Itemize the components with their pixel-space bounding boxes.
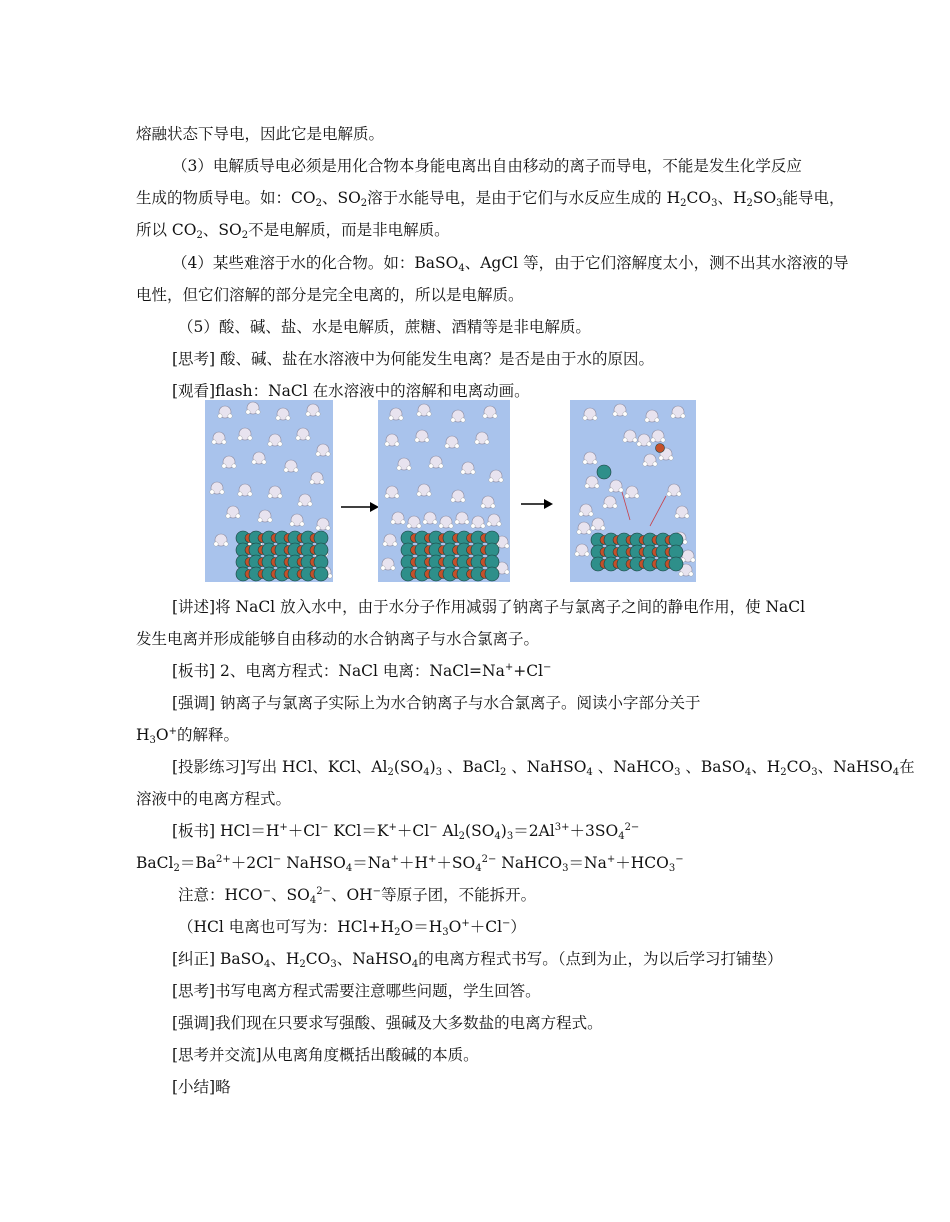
dissolution-panel-2 [378, 400, 510, 582]
lecture-line: [讲述]将 NaCl 放入水中，由于水分子作用减弱了钠离子与氯离子之间的静电作用，使 NaCl [172, 598, 806, 616]
correction-line: [纠正] BaSO$_4$、$H_2CO_3$、NaHSO$_4$的电离方程式书写。（点到为止，为以后学习打铺垫） [172, 950, 783, 970]
sodium-ion [656, 444, 665, 453]
paragraph-line: 生成的物质导电。如：$CO_2$、$SO_2$溶于水能导电，是由于它们与水反应生成的 $H_2CO_3$、$H_2SO_3$能导电， [136, 189, 845, 209]
paragraph-point-5: （5）酸、碱、盐、水是电解质，蔗糖、酒精等是非电解质。 [178, 318, 591, 336]
paragraph-line: 熔融状态下导电，因此它是电解质。 [136, 125, 385, 143]
chloride-ion [669, 557, 683, 571]
chloride-ion [314, 567, 328, 581]
think-line: [思考]书写电离方程式需要注意哪些问题，学生回答。 [172, 982, 541, 1000]
arrow-icon [520, 497, 554, 511]
think-line: [思考] 酸、碱、盐在水溶液中为何能发生电离？是否是由于水的原因。 [172, 350, 655, 368]
summary-line: [小结]略 [172, 1078, 231, 1096]
watch-line: [观看]flash：NaCl 在水溶液中的溶解和电离动画。 [172, 382, 530, 400]
exercise-line: [投影练习]写出 HCl、KCl、$Al_2(SO_4)_3$ 、BaCl$_2$ 、NaHSO$_4$ 、NaHCO$_3$ 、BaSO$_4$、$H_2CO_3$、NaHSO$_4$在 [172, 758, 915, 778]
emphasis-line: [强调] 钠离子与氯离子实际上为水合钠离子与水合氯离子。阅读小字部分关于 [172, 694, 701, 712]
paragraph-line: 溶液中的电离方程式。 [136, 790, 292, 808]
equation-line: $BaCl_2=Ba^{2+}+2Cl^-$ $NaHSO_4=Na^++H^++SO_4^{2-}$ $NaHCO_3=Na^++HCO_3^-$ [136, 854, 684, 874]
paragraph-point-3: （3）电解质导电必须是用化合物本身能电离出自由移动的离子而导电，不能是发生化学反应 [172, 157, 802, 175]
emphasis-line: [强调]我们现在只要求写强酸、强碱及大多数盐的电离方程式。 [172, 1014, 603, 1032]
note-line: 注意：HCO−、$SO_4^{2-}$、OH−等原子团，不能拆开。 [178, 886, 537, 906]
paragraph-point-4: （4）某些难溶于水的化合物。如：BaSO$_4$、AgCl 等，由于它们溶解度太小，测不出其水溶液的导 [172, 254, 849, 274]
discussion-line: [思考并交流]从电离角度概括出酸碱的本质。 [172, 1046, 479, 1064]
paragraph-line: 所以 $CO_2$、$SO_2$不是电解质，而是非电解质。 [136, 221, 450, 241]
paragraph-line: 发生电离并形成能够自由移动的水合钠离子与水合氯离子。 [136, 630, 540, 648]
dissolution-panel-1 [205, 400, 333, 582]
board-line: [板书] 2、电离方程式：NaCl 电离：NaCl=Na++Cl− [172, 662, 552, 680]
note-line: （HCl 电离也可写为：$HCl+H_2O=H_3O^++Cl^-$） [178, 918, 526, 938]
dissolution-panel-3 [570, 400, 696, 582]
chloride-ion [597, 465, 611, 479]
chloride-ion [485, 567, 499, 581]
paragraph-line: 电性，但它们溶解的部分是完全电离的，所以是电解质。 [136, 286, 524, 304]
paragraph-line: $H_3O^+$的解释。 [136, 726, 240, 746]
equation-line: [板书] HCl＝H+＋Cl− KCl＝K+＋Cl− $Al_2(SO_4)_3=2Al^{3+}+3SO_4^{2-}$ [172, 822, 640, 842]
arrow-icon [340, 500, 380, 514]
